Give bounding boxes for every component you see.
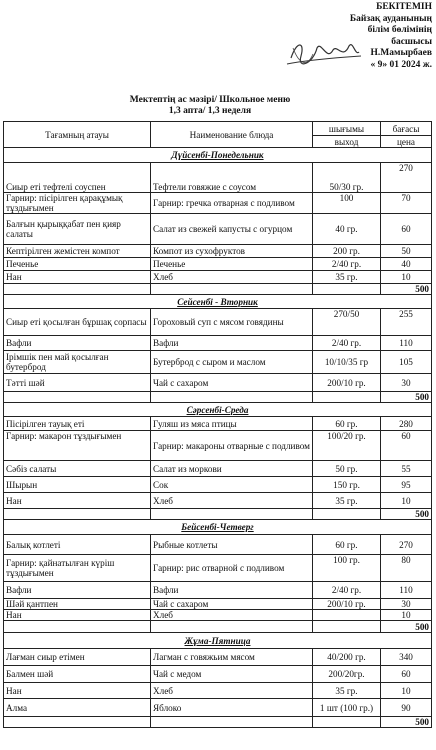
dish-kz: Лағман сиыр етімен [4, 649, 151, 666]
table-row [4, 477, 432, 493]
header-yield-ru: выход [313, 136, 381, 148]
dish-price: 270 [381, 163, 432, 193]
dish-ru: Сок [151, 477, 313, 493]
dish-yield: 150 гр. [313, 477, 381, 493]
dish-ru: Хлеб [151, 610, 313, 621]
dish-kz: Пісірілген тауық еті [4, 417, 151, 431]
dish-kz: Балық котлеті [4, 535, 151, 555]
dish-ru: Компот из сухофруктов [151, 245, 313, 258]
table-row [4, 610, 432, 621]
dish-yield: 50 гр. [313, 461, 381, 477]
day-title: Дүйсенбі-Понедельник [4, 148, 432, 163]
dish-yield: 100/20 гр. [313, 431, 381, 461]
day-total: 500 [381, 392, 432, 403]
dish-yield: 2/40 гр. [313, 336, 381, 351]
dish-yield: 35 гр. [313, 493, 381, 509]
day-row [4, 295, 432, 309]
dish-price: 70 [381, 193, 432, 214]
total-row [4, 392, 432, 403]
header-name-kz: Тағамның атауы [4, 122, 151, 148]
dish-ru: Бутерброд с сыром и маслом [151, 351, 313, 374]
dish-ru: Тефтели говяжие с соусом [151, 163, 313, 193]
dish-kz: Сәбіз салаты [4, 461, 151, 477]
dish-ru: Хлеб [151, 683, 313, 699]
dish-kz: Балғын қырыққабат пен қияр салаты [4, 214, 151, 245]
table-row [4, 461, 432, 477]
dish-kz: Кептірілген жемістен компот [4, 245, 151, 258]
approval-name: Н.Мамырбаев [370, 48, 432, 58]
dish-price: 105 [381, 351, 432, 374]
dish-kz: Гарнир: пісірілген қарақұмық тұздығымен [4, 193, 151, 214]
header-price-kz: бағасы [381, 122, 432, 136]
dish-price: 110 [381, 336, 432, 351]
table-row [4, 271, 432, 284]
dish-kz: Нан [4, 683, 151, 699]
dish-yield: 270/50 [313, 309, 381, 336]
dish-kz: Сиыр еті тефтелі соуспен [4, 163, 151, 193]
approval-line-2: білім бөлімінің [367, 25, 432, 35]
table-row [4, 351, 432, 374]
dish-price: 30 [381, 374, 432, 392]
table-row [4, 649, 432, 666]
dish-kz: Гарнир: қайнатылған күріш тұздығымен [4, 555, 151, 582]
signature-icon [283, 34, 363, 74]
approval-title: БЕКІТЕМІН [376, 2, 432, 12]
dish-yield: 60 гр. [313, 417, 381, 431]
dish-kz: Нан [4, 610, 151, 621]
dish-ru: Чай с сахаром [151, 599, 313, 610]
dish-kz: Сиыр еті қосылған бұршақ сорпасы [4, 309, 151, 336]
menu-title [60, 95, 360, 117]
dish-yield: 100 гр. [313, 555, 381, 582]
day-total: 500 [381, 284, 432, 295]
table-row [4, 417, 432, 431]
day-total: 500 [381, 509, 432, 520]
header-yield-kz: шығымы [313, 122, 381, 136]
dish-yield: 35 гр. [313, 271, 381, 284]
day-row [4, 148, 432, 163]
day-row [4, 403, 432, 417]
table-row [4, 258, 432, 271]
dish-ru: Гуляш из мяса птицы [151, 417, 313, 431]
table-row [4, 555, 432, 582]
dish-ru: Яблоко [151, 699, 313, 717]
dish-kz: Печенье [4, 258, 151, 271]
total-row [4, 284, 432, 295]
table-row [4, 309, 432, 336]
total-row [4, 621, 432, 633]
dish-ru: Чай с сахаром [151, 374, 313, 392]
dish-yield: 10/10/35 гр [313, 351, 381, 374]
dish-yield: 100 [313, 193, 381, 214]
menu-table [3, 121, 432, 728]
day-total: 500 [381, 621, 432, 633]
approval-date: « 9» 01 2024 ж. [370, 59, 432, 70]
dish-ru: Вафли [151, 582, 313, 599]
dish-yield: 40/200 гр. [313, 649, 381, 666]
dish-ru: Чай с медом [151, 666, 313, 683]
dish-kz: Гарнир: макарон тұздығымен [4, 431, 151, 461]
day-total: 500 [381, 717, 432, 728]
dish-price: 95 [381, 477, 432, 493]
dish-price: 10 [381, 683, 432, 699]
day-title: Жұма-Пятница [4, 633, 432, 649]
dish-price: 60 [381, 666, 432, 683]
dish-kz: Вафли [4, 336, 151, 351]
dish-yield: 50/30 гр. [313, 163, 381, 193]
table-row [4, 599, 432, 610]
table-row [4, 683, 432, 699]
dish-yield: 200/20гр. [313, 666, 381, 683]
dish-price: 50 [381, 245, 432, 258]
dish-price: 10 [381, 493, 432, 509]
day-title: Бейсенбі-Четверг [4, 520, 432, 535]
menu-title-line-2: 1,3 апта/ 1,3 неделя [168, 106, 252, 116]
header-price-ru: цена [381, 136, 432, 148]
dish-price: 255 [381, 309, 432, 336]
dish-price: 340 [381, 649, 432, 666]
dish-kz: Тәтті шәй [4, 374, 151, 392]
table-row [4, 493, 432, 509]
dish-yield: 40 гр. [313, 214, 381, 245]
table-row [4, 336, 432, 351]
dish-kz: Нан [4, 271, 151, 284]
approval-line-3: басшысы [391, 36, 432, 47]
total-row [4, 509, 432, 520]
table-row [4, 431, 432, 461]
dish-price: 270 [381, 535, 432, 555]
table-row [4, 666, 432, 683]
total-row [4, 717, 432, 728]
approval-line-1: Байзақ ауданының [349, 13, 432, 24]
dish-price: 110 [381, 582, 432, 599]
dish-price: 55 [381, 461, 432, 477]
dish-price: 60 [381, 431, 432, 461]
dish-yield: 200/10 гр. [313, 374, 381, 392]
table-row [4, 193, 432, 214]
dish-price: 90 [381, 699, 432, 717]
dish-price: 40 [381, 258, 432, 271]
dish-ru: Салат из свежей капусты с огурцом [151, 214, 313, 245]
dish-yield: 2/40 гр. [313, 582, 381, 599]
dish-price: 280 [381, 417, 432, 431]
table-row [4, 374, 432, 392]
day-title: Сейсенбі - Вторник [4, 295, 432, 309]
table-row [4, 214, 432, 245]
dish-ru: Лагман с говяжьим мясом [151, 649, 313, 666]
day-title: Сәрсенбі-Среда [4, 403, 432, 417]
dish-kz: Ірімшік пен май қосылған бутерброд [4, 351, 151, 374]
table-row [4, 699, 432, 717]
table-row [4, 245, 432, 258]
dish-price: 60 [381, 214, 432, 245]
dish-yield [313, 610, 381, 621]
dish-kz: Алма [4, 699, 151, 717]
dish-kz: Нан [4, 493, 151, 509]
dish-ru: Гарнир: рис отварной с подливом [151, 555, 313, 582]
dish-yield: 200 гр. [313, 245, 381, 258]
dish-ru: Рыбные котлеты [151, 535, 313, 555]
dish-price: 10 [381, 271, 432, 284]
dish-yield: 60 гр. [313, 535, 381, 555]
dish-kz: Шәй қантпен [4, 599, 151, 610]
dish-price: 10 [381, 610, 432, 621]
dish-ru: Салат из моркови [151, 461, 313, 477]
dish-yield: 1 шт (100 гр.) [313, 699, 381, 717]
dish-kz: Вафли [4, 582, 151, 599]
dish-ru: Хлеб [151, 493, 313, 509]
dish-yield: 2/40 гр. [313, 258, 381, 271]
dish-price: 30 [381, 599, 432, 610]
dish-ru: Гарнир: макароны отварные с подливом [151, 431, 313, 461]
day-row [4, 520, 432, 535]
dish-ru: Гарнир: гречка отварная с подливом [151, 193, 313, 214]
table-row [4, 535, 432, 555]
menu-title-line-1: Мектептің ас мәзірі/ Школьное меню [129, 95, 291, 105]
dish-yield: 200/10 гр. [313, 599, 381, 610]
table-row [4, 163, 432, 193]
dish-ru: Печенье [151, 258, 313, 271]
header-name-ru: Наименование блюда [151, 122, 313, 148]
dish-ru: Гороховый суп с мясом говядины [151, 309, 313, 336]
dish-kz: Балмен шәй [4, 666, 151, 683]
day-row [4, 633, 432, 649]
table-row [4, 582, 432, 599]
dish-ru: Вафли [151, 336, 313, 351]
dish-kz: Шырын [4, 477, 151, 493]
dish-price: 80 [381, 555, 432, 582]
dish-yield: 35 гр. [313, 683, 381, 699]
dish-ru: Хлеб [151, 271, 313, 284]
